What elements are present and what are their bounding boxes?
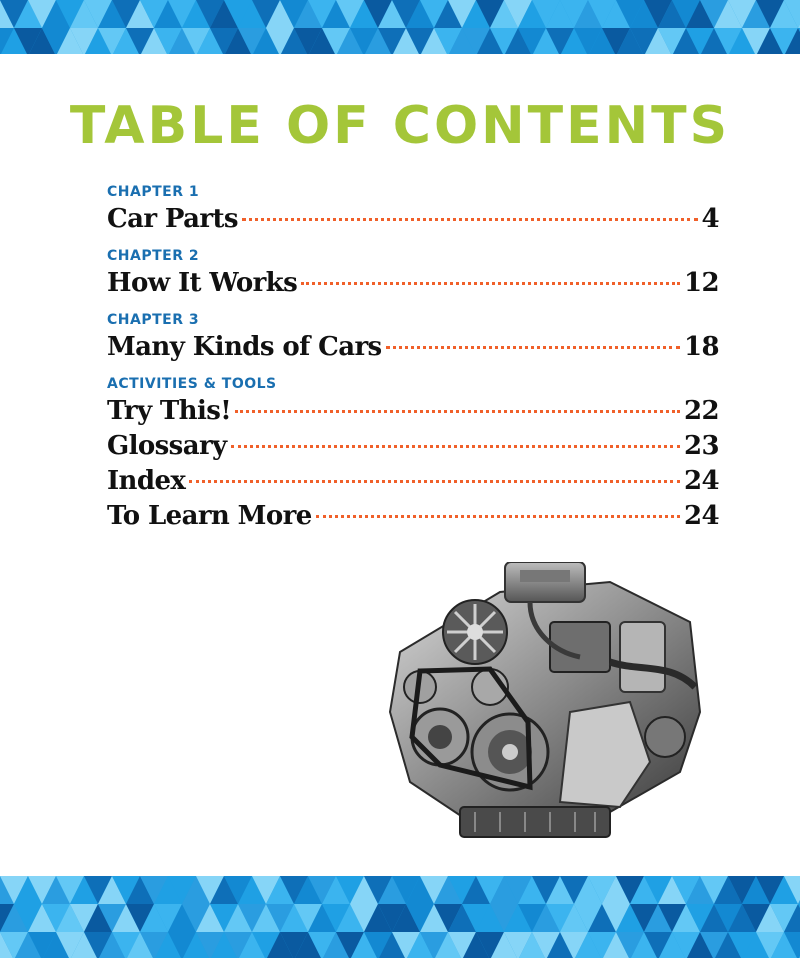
entry-page-number: 24 [684,501,719,531]
table-of-contents [107,183,719,544]
entry-page-number: 22 [684,396,719,426]
entry-page-number: 4 [701,204,719,234]
entry-page-number: 18 [684,332,719,362]
entry-title: Car Parts [107,204,238,234]
entry-title: Try This! [107,396,232,426]
top-triangle-band [0,0,800,54]
toc-entry[interactable] [107,202,719,237]
toc-entry[interactable] [107,499,719,534]
toc-section-chapter-3 [107,311,719,365]
entry-title: How It Works [107,268,298,298]
entry-title: Many Kinds of Cars [107,332,382,362]
entry-page-number: 12 [684,268,719,298]
chapter-label: CHAPTER 2 [107,248,200,264]
toc-section-chapter-2 [107,247,719,301]
entry-page-number: 23 [684,431,719,461]
chapter-label: ACTIVITIES & TOOLS [107,376,277,392]
triangle-pattern [0,876,800,958]
chapter-label: CHAPTER 1 [107,184,200,200]
leader-dots [386,346,680,349]
toc-section-chapter-1 [107,183,719,237]
toc-entry[interactable] [107,429,719,464]
chapter-label: CHAPTER 3 [107,312,200,328]
leader-dots [235,410,680,413]
car-engine-icon [380,562,710,842]
leader-dots [242,218,698,221]
toc-section-activities [107,375,719,534]
entry-title: Glossary [107,431,227,461]
toc-entry[interactable] [107,464,719,499]
entry-title: To Learn More [107,501,312,531]
page-title: TABLE OF CONTENTS [69,96,731,156]
bottom-triangle-band [0,876,800,958]
leader-dots [301,282,680,285]
toc-entry[interactable] [107,266,719,301]
entry-title: Index [107,466,186,496]
triangle-pattern [0,0,800,54]
toc-entry[interactable] [107,330,719,365]
entry-page-number: 24 [684,466,719,496]
toc-entry[interactable] [107,394,719,429]
leader-dots [316,515,680,518]
leader-dots [189,480,680,483]
leader-dots [231,445,680,448]
